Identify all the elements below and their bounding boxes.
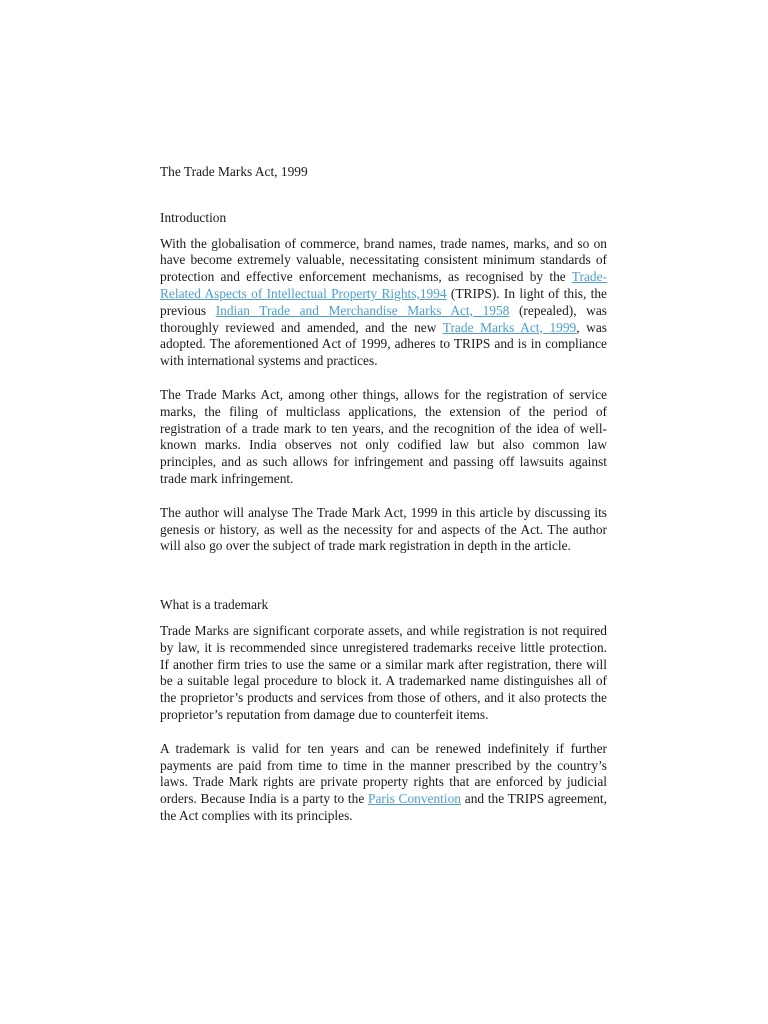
paris-convention-link[interactable]: Paris Convention xyxy=(368,791,462,807)
paragraph-text: , was adopted. The aforementioned Act of 1999, adheres to TRIPS and is in compliance with international systems and practices. xyxy=(160,319,607,369)
trademark-paragraph-2 xyxy=(160,741,607,825)
document-title: The Trade Marks Act, 1999 xyxy=(160,164,308,179)
trademark-paragraph-1: Trade Marks are significant corporate assets, and while registration is not required by law, it is recommended since unregistered trademarks receive little protection. If another firm tries to use the same or a similar mark after registration, there will be a suitable legal procedure to block it. A trademarked name distinguishes all of the proprietor’s products and services from those of others, and it also protects the proprietor’s reputation from damage due to counterfeit items. xyxy=(160,622,607,722)
paragraph-text: (repealed), was thoroughly reviewed and amended, and the new xyxy=(160,302,607,335)
merchandise-marks-act-link[interactable]: Indian Trade and Merchandise Marks Act, 1958 xyxy=(215,302,510,318)
intro-paragraph-3: The author will analyse The Trade Mark Act, 1999 in this article by discussing its genesis or history, as well as the necessity for and aspects of the Act. The author will also go over the subject of trade mark registration in depth in the article. xyxy=(160,504,607,554)
paragraph-text: A trademark is valid for ten years and can be renewed indefinitely if further payments are paid from time to time in the manner prescribed by the country’s laws. Trade Mark rights are private property rights that are enforced by judicial orders. Because India is a party to the xyxy=(160,740,607,807)
what-is-trademark-heading: What is a trademark xyxy=(160,597,269,613)
document-page xyxy=(160,164,607,825)
trips-link[interactable]: Trade-Related Aspects of Intellectual Property Rights,1994 xyxy=(160,269,607,301)
paragraph-text: and the TRIPS agreement, the Act complies with its principles. xyxy=(160,791,607,823)
paragraph-text: (TRIPS). In light of this, the previous xyxy=(160,285,607,318)
paragraph-text: With the globalisation of commerce, brand names, trade names, marks, and so on have become extremely valuable, necessitating consistent minimum standards of protection and effective enforcement mechanisms, as recognised by the xyxy=(160,235,607,285)
introduction-heading: Introduction xyxy=(160,209,227,225)
intro-paragraph-2: The Trade Marks Act, among other things, allows for the registration of service marks, the filing of multiclass applications, the extension of the period of registration of a trade mark to ten years, and the recognition of the idea of well-known marks. India observes not only codified law but also common law principles, and as such allows for infringement and passing off lawsuits against trade mark infringement. xyxy=(160,386,607,486)
trade-marks-act-link[interactable]: Trade Marks Act, 1999 xyxy=(442,319,577,335)
intro-paragraph-1 xyxy=(160,236,607,370)
